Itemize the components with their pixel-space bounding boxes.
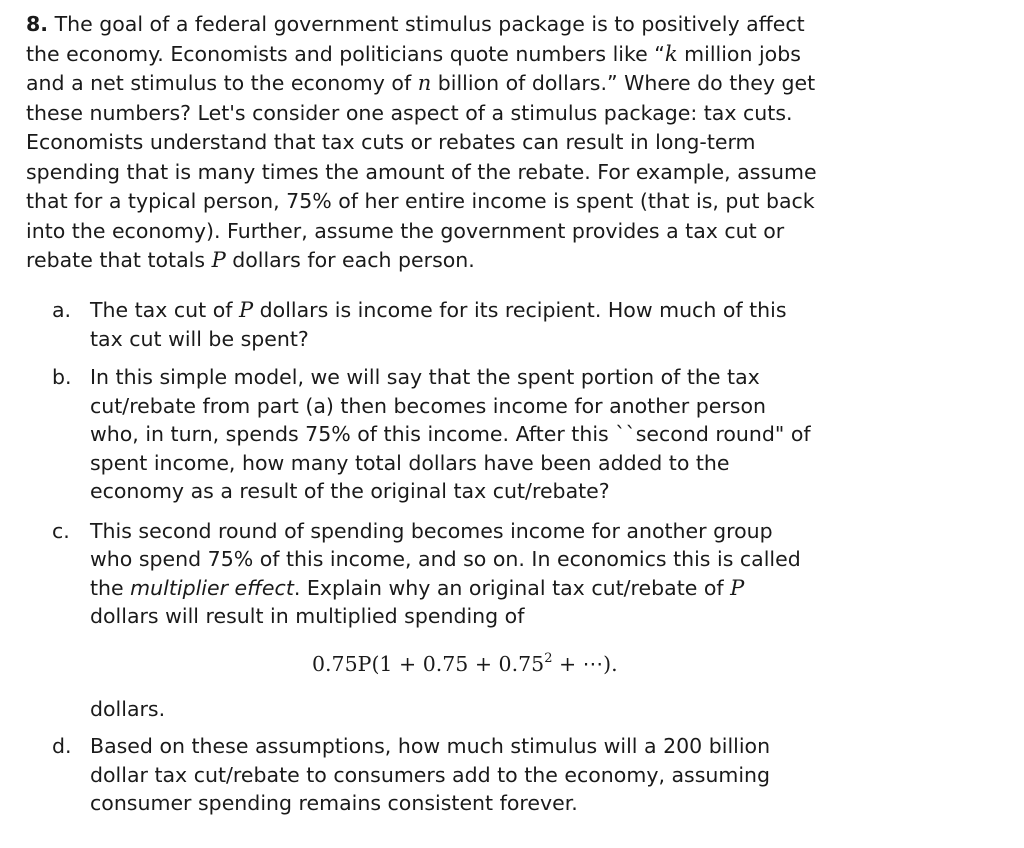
intro-text-3: billion of dollars.” Where do they get these numbers? Let's consider one aspect of a stimulus package: tax cuts. Economists understand that tax cuts or rebates can result in long-term spending that is many times the amount of the rebate. For example, assume that for a typical person, 75% of her entire income is spent (that is, put back into the economy). Further, assume the government provides a tax cut or rebate that totals [26,71,817,272]
part-d-label: d. [52,734,72,758]
part-a-text-1: The tax cut of [90,298,239,322]
variable-n: n [417,71,432,95]
variable-k: k [664,41,678,66]
part-c-label: c. [52,518,70,543]
part-b-text: In this simple model, we will say that the spent portion of the tax cut/rebate from part (a) then becomes income for another person who, in turn, spends 75% of this income. After this ``second round" of spent income, how many total dollars have been added to the economy as a result of the original tax cut/rebate? [90,365,811,503]
part-d-text: Based on these assumptions, how much stimulus will a 200 billion dollar tax cut/rebate to consumers add to the economy, assuming consumer spending remains consistent forever. [90,734,771,815]
intro-text-1: The goal of a federal government stimulus package is to positively affect the economy. Economists and politicians quote numbers like “ [26,12,805,66]
part-c-text-3: dollars will result in multiplied spending of [90,604,525,628]
part-a-label: a. [52,298,72,322]
multiplier-formula [90,649,812,679]
formula-exponent: 2 [544,650,553,666]
part-c [52,517,812,724]
part-c-text-1: This second round of spending becomes income for another group who spend 75% of this income, and so on. In economics this is called the [90,518,801,600]
problem-intro [26,10,826,276]
part-c-emphasis: multiplier effect [130,575,294,600]
part-c-text-2: . Explain why an original tax cut/rebate of [293,575,731,600]
problem-number: 8. [26,12,49,36]
intro-text-2: million jobs and a net stimulus to the economy of [26,41,801,95]
intro-text-4: dollars for each person. [225,248,475,272]
formula-main: 0.75P(1 + 0.75 + 0.75 [312,651,545,676]
part-c-variable: P [730,575,745,600]
part-b [52,363,812,506]
part-d [52,732,812,818]
part-a-variable: P [239,298,254,322]
part-a-text-2: dollars is income for its recipient. How much of this tax cut will be spent? [90,298,787,351]
part-b-label: b. [52,365,72,389]
variable-p: P [211,248,226,272]
parts-list [52,296,812,818]
formula-end: + ⋯). [552,651,618,676]
part-c-after: dollars. [90,696,166,721]
part-a [52,296,812,353]
